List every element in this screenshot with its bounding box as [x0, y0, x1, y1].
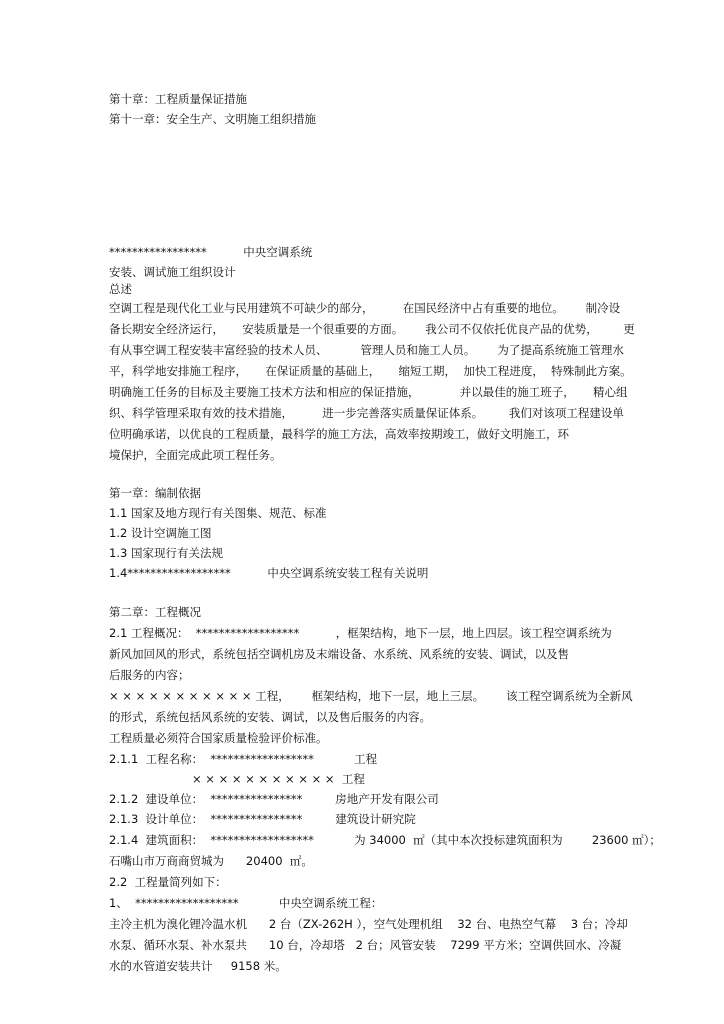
basis-item: 1.2 设计空调施工图 [109, 526, 212, 540]
design-unit: 2.1.3 设计单位： **************** 建筑设计研究院 [109, 812, 416, 826]
project-name-continued: × × × × × × × × × × × 工程 [192, 772, 365, 786]
project-name: 2.1.1 工程名称： ****************** 工程 [109, 752, 378, 766]
overview-line: 2.1 工程概况： ****************** ，框架结构，地下一层，地上四层。该工程空调系统为 [109, 626, 612, 640]
quantities-line: 水泵、循环水泵、补水泵共 10 台，冷却塔 2 台；风管安装 7299 平方米；空调供回水、冷凝 [109, 938, 622, 952]
doc-title: ***************** 中央空调系统 [109, 245, 313, 259]
quantities-heading: 2.2 工程量简列如下： [109, 875, 227, 889]
intro-line: 备长期安全经济运行， 安装质量是一个很重要的方面。 我公司不仅依托优良产品的优势， 更 [109, 322, 635, 336]
quantities-item: 1、 ****************** 中央空调系统工程： [109, 896, 383, 910]
overview-line: 新风加回风的形式，系统包括空调机房及末端设备、水系统、风系统的安装、调试，以及售 [109, 647, 569, 661]
basis-item: 1.3 国家现行有关法规 [109, 546, 223, 560]
client-unit: 2.1.2 建设单位： **************** 房地产开发有限公司 [109, 792, 439, 806]
overview-line: 工程质量必须符合国家质量检验评价标准。 [109, 731, 328, 745]
intro-line: 有从事空调工程安装丰富经验的技术人员、 管理人员和施工人员。 为了提高系统施工管理水 [109, 343, 624, 357]
toc-chapter-10: 第十章：工程质量保证措施 [109, 92, 247, 106]
chapter-1-heading: 第一章：编制依据 [109, 486, 201, 500]
intro-line: 明确施工任务的目标及主要施工技术方法和相应的保证措施， 并以最佳的施工班子， 精心组 [109, 385, 628, 399]
intro-line: 空调工程是现代化工业与民用建筑不可缺少的部分， 在国民经济中占有重要的地位。 制冷设 [109, 301, 621, 315]
overview-line: 的形式，系统包括风系统的安装、调试，以及售后服务的内容。 [109, 710, 431, 724]
quantities-line: 主冷主机为溴化锂冷温水机 2 台（ZX-262H ），空气处理机组 32 台、电热空气幕 3 台；冷却 [109, 917, 628, 931]
intro-line: 境保护，全面完成此项工程任务。 [109, 448, 282, 462]
intro-line: 平，科学地安排施工程序， 在保证质量的基础上， 缩短工期， 加快工程进度， 特殊制此方案。 [109, 364, 632, 378]
basis-item: 1.4****************** 中央空调系统安装工程有关说明 [109, 566, 429, 580]
basis-item: 1.1 国家及地方现行有关图集、规范、标准 [109, 506, 327, 520]
doc-subtitle: 安装、调试施工组织设计 [109, 265, 236, 279]
intro-line: 位明确承诺，以优良的工程质量，最科学的施工方法，高效率按期竣工，做好文明施工，环 [109, 427, 569, 441]
chapter-2-heading: 第二章：工程概况 [109, 605, 201, 619]
toc-chapter-11: 第十一章：安全生产、文明施工组织措施 [109, 112, 316, 126]
building-area: 2.1.4 建筑面积： ****************** 为 34000 ㎡（其中本次投标建筑面积为 23600 ㎡）； [109, 833, 661, 847]
building-area-continued: 石嘴山市万商商贸城为 20400 ㎡。 [109, 854, 313, 868]
section-heading-overview: 总述 [109, 282, 132, 296]
intro-line: 织、科学管理采取有效的技术措施， 进一步完善落实质量保证体系。 我们对该项工程建设单 [109, 406, 624, 420]
quantities-line: 水的水管道安装共计 9158 米。 [109, 959, 287, 973]
overview-line: 后服务的内容； [109, 668, 190, 682]
overview-line: × × × × × × × × × × × 工程， 框架结构，地下一层，地上三层。 该工程空调系统为全新风 [109, 689, 633, 703]
